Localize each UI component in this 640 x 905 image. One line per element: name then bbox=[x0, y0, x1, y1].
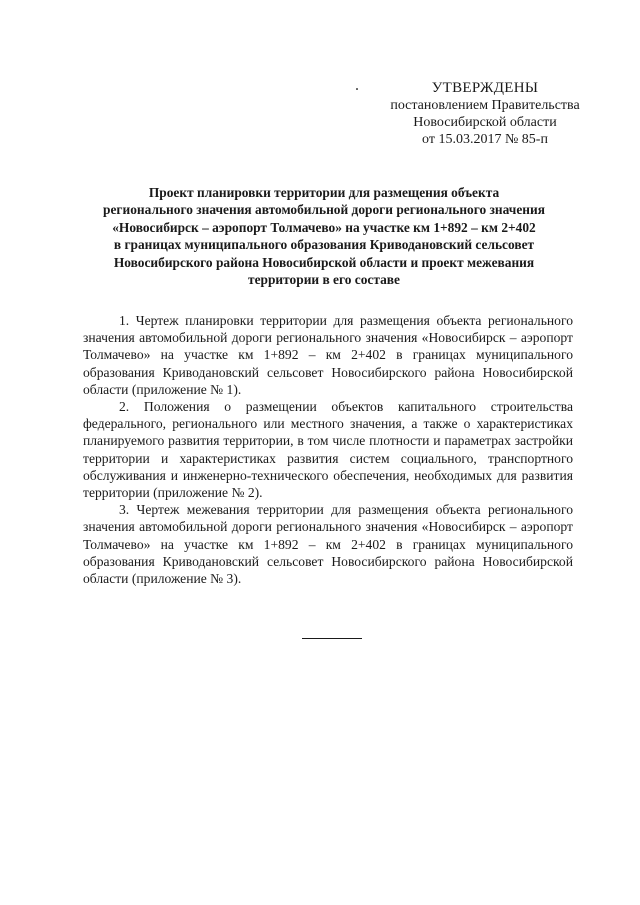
title-line-5: Новосибирского района Новосибирской области и проект межевания bbox=[113, 254, 535, 270]
approval-line-3: от 15.03.2017 № 85-п bbox=[422, 132, 548, 147]
document-body bbox=[83, 312, 573, 587]
document-title bbox=[96, 184, 552, 288]
item-1-paragraph: 1. Чертеж планировки территории для размещения объекта регионального значения автомобильной дороги регионального значения «Новосибирск – аэропорт Толмачево» на участке км 1+892 – км 2+402 в границах муниципального образования Криводановский сельсовет Новосибирского района Новосибирской области (приложение № 1). bbox=[83, 313, 573, 397]
item-2-paragraph: 2. Положения о размещении объектов капитального строительства федерального, регионального или местного значения, а также о характеристиках планируемого развития территории, в том числе плотности и параметрах застройки территории и характеристиках развития систем социального, транспортного обслуживания и инженерно-технического обеспечения, необходимых для развития территории (приложение № 2). bbox=[83, 399, 573, 501]
approval-line-2: Новосибирской области bbox=[413, 115, 557, 130]
title-line-1: Проект планировки территории для размещения объекта bbox=[148, 185, 500, 200]
title-line-4: в границах муниципального образования Криводановский сельсовет bbox=[113, 237, 535, 253]
closing-divider bbox=[302, 638, 362, 639]
title-line-3: «Новосибирск – аэропорт Толмачево» на участке км 1+892 – км 2+402 bbox=[112, 219, 536, 235]
approval-title: УТВЕРЖДЕНЫ bbox=[431, 80, 539, 96]
scan-speck bbox=[356, 88, 358, 90]
title-line-6: территории в его составе bbox=[248, 272, 400, 288]
approval-stamp bbox=[380, 80, 590, 148]
approval-line-1: постановлением Правительства bbox=[390, 98, 580, 113]
title-line-2: регионального значения автомобильной дороги регионального значения bbox=[103, 202, 545, 218]
item-3-paragraph: 3. Чертеж межевания территории для размещения объекта регионального значения автомобильной дороги регионального значения «Новосибирск – аэропорт Толмачево» на участке км 1+892 – км 2+402 в границах муниципального образования Криводановский сельсовет Новосибирского района Новосибирской области (приложение № 3). bbox=[83, 502, 573, 587]
